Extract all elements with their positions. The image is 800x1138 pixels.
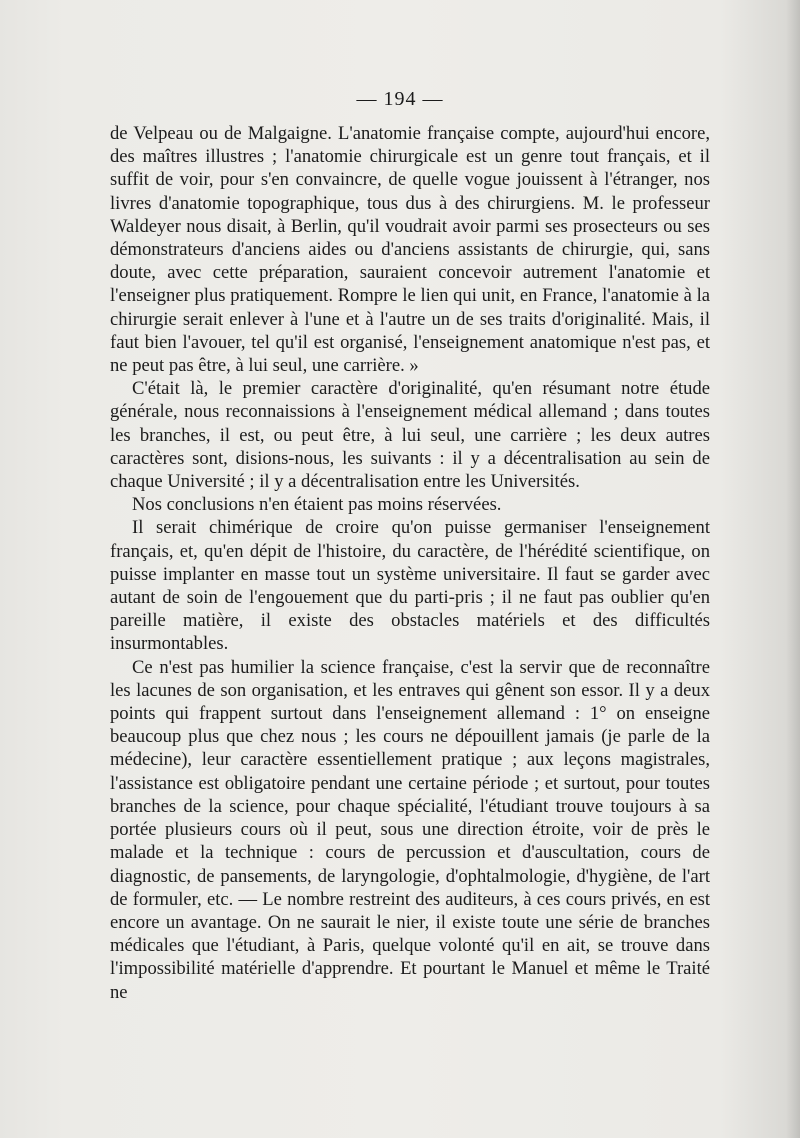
body-text [110,122,710,1004]
page-number: — 194 — [356,88,444,110]
paragraph-3: Nos conclusions n'en étaient pas moins réservées. [132,494,502,516]
paragraph-5: Ce n'est pas humilier la science française, c'est la servir que de reconnaître les lacunes de son organisation, et les entraves qui gênent son essor. Il y a deux points qui frappent surtout dans l'enseignement allemand : 1° on enseigne beaucoup plus que chez nous ; les cours ne dépouillent jamais (je parle de la médecine), leur caractère essentiellement pratique ; aux leçons magistrales, l'assistance est obligatoire pendant une certaine période ; et surtout, pour toutes branches de la science, pour chaque spécialité, l'étudiant trouve toujours à sa portée plusieurs cours où il peut, sous une direction étroite, voir de près le malade et la technique : cours de percussion et d'auscultation, cours de diagnostic, de pansements, de laryngologie, d'ophtalmologie, d'hygiène, de l'art de formuler, etc. — Le nombre restreint des auditeurs, à ces cours privés, en est encore un avantage. On ne saurait le nier, il existe toute une série de branches médicales que l'étudiant, à Paris, quelque volonté qu'il en ait, se trouve dans l'impossibilité matérielle d'apprendre. Et pourtant le Manuel et même le Traité ne [110,656,710,1003]
paragraph-2: C'était là, le premier caractère d'originalité, qu'en résumant notre étude générale, nous reconnaissions à l'enseignement médical allemand ; dans toutes les branches, il est, ou peut être, à lui seul, une carrière ; les deux autres caractères sont, disions-nous, les suivants : il y a décentralisation au sein de chaque Université ; il y a décentralisation entre les Universités. [110,378,710,493]
paragraph-1: de Velpeau ou de Malgaigne. L'anatomie française compte, aujourd'hui encore, des maîtres illustres ; l'anatomie chirurgicale est un genre tout français, et il suffit de voir, pour s'en convaincre, de quelle vogue jouissent à l'étranger, nos livres d'anatomie topographique, tous dus à des chirurgiens. M. le professeur Waldeyer nous disait, à Berlin, qu'il voudrait avoir parmi ses prosecteurs ou ses démonstrateurs d'anciens aides ou d'anciens assistants de chirurgie, qui, sans doute, avec cette préparation, sauraient concevoir autrement l'anatomie et l'enseigner plus pratiquement. Rompre le lien qui unit, en France, l'anatomie à la chirurgie serait enlever à l'une et à l'autre un de ses traits d'originalité. Mais, il faut bien l'avouer, tel qu'il est organisé, l'enseignement anatomique n'est pas, et ne peut pas être, à lui seul, une carrière. » [110,123,710,377]
page-edge-shadow [786,0,800,1138]
paragraph-4: Il serait chimérique de croire qu'on puisse germaniser l'enseignement français, et, qu'en dépit de l'histoire, du caractère, de l'hérédité scientifique, on puisse implanter en masse tout un système universitaire. Il faut se garder avec autant de soin de l'engouement que du parti-pris ; il ne faut pas oublier qu'en pareille matière, il existe des obstacles matériels et des difficultés insurmontables. [110,517,710,655]
